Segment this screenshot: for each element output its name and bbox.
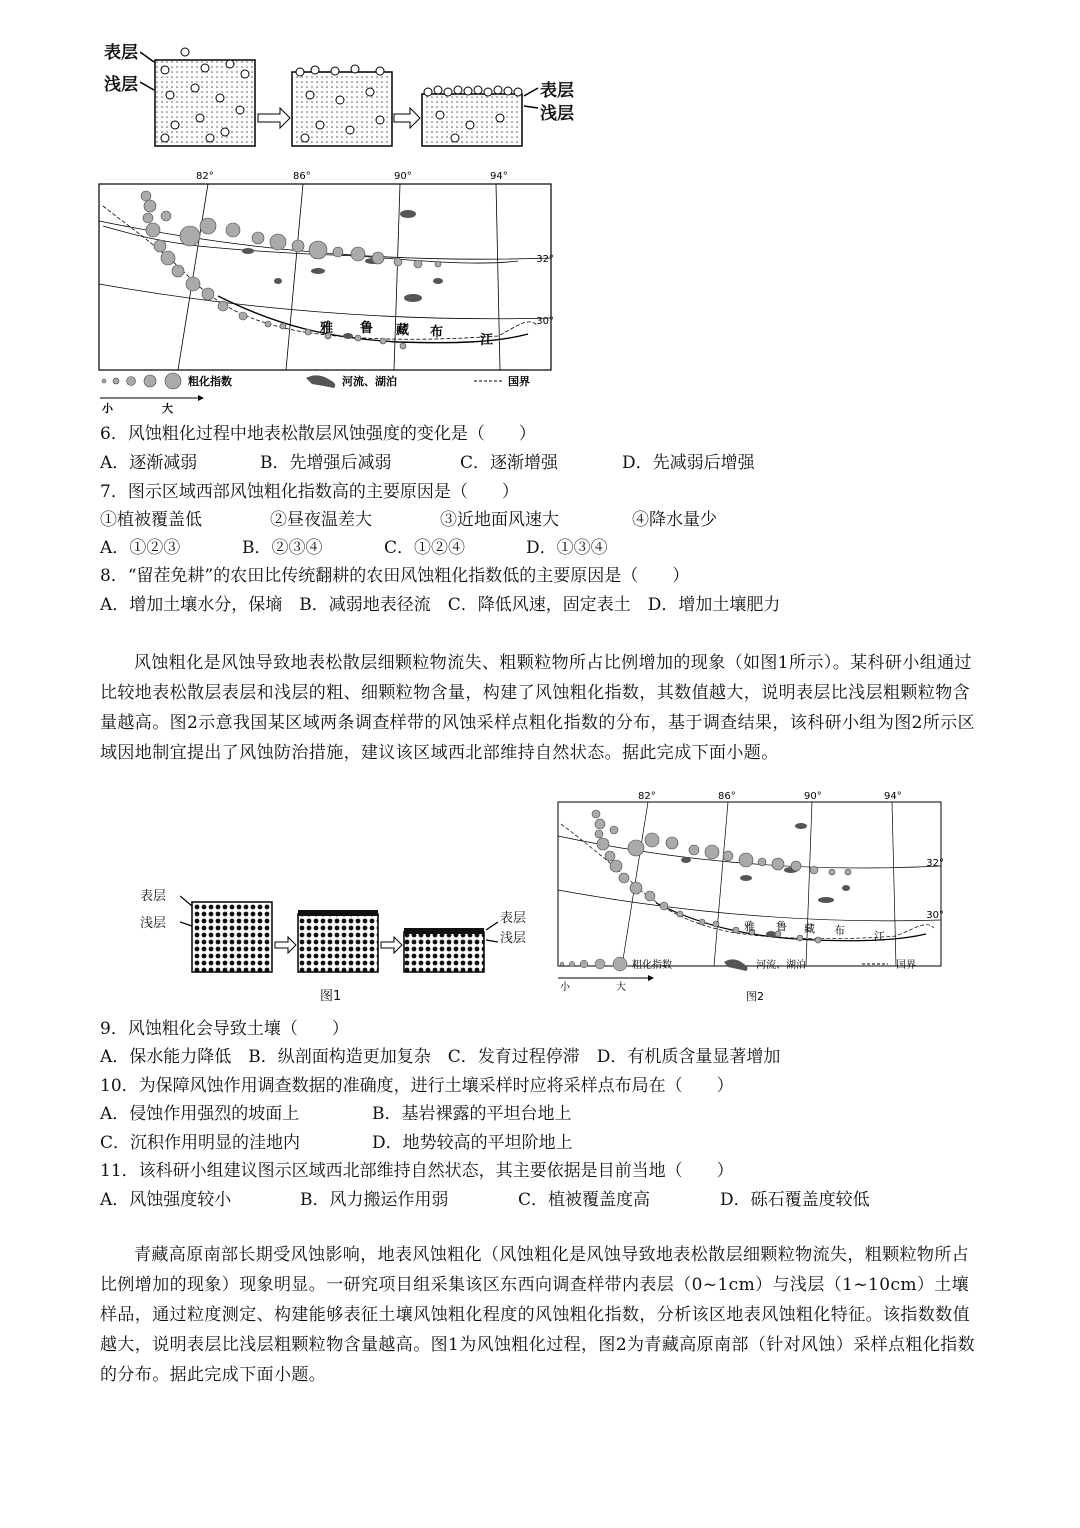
lon-label: 94° [884, 791, 902, 802]
river-label: 鲁 [776, 920, 787, 933]
river-label: 藏 [804, 922, 815, 935]
river-label: 江 [480, 333, 494, 348]
q8-stem: 8．“留茬免耕”的农田比传统翻耕的农田风蚀粗化指数低的主要原因是（ ） [100, 566, 690, 586]
fig1-label-shallow: 浅层 [140, 916, 167, 931]
sampling-map-top [98, 166, 554, 414]
river-label: 鲁 [360, 321, 374, 336]
lat-label: 32° [926, 858, 944, 869]
river-label: 江 [874, 930, 885, 943]
map-legend [100, 373, 530, 414]
label-shallow-layer: 浅层 [104, 75, 138, 95]
q7-item-1: ①植被覆盖低 [100, 510, 202, 530]
fig1-caption: 图1 [320, 989, 342, 1004]
q9-options[interactable]: A．保水能力降低 B．纵剖面构造更加复杂 C．发育过程停滞 D．有机质含量显著增加 [100, 1047, 781, 1067]
fig1-label-surface: 表层 [140, 889, 167, 904]
q7-option-d[interactable]: D．①③④ [526, 538, 608, 558]
legend-large: 大 [616, 982, 626, 993]
legend-river-label: 河流、湖泊 [342, 375, 397, 388]
fig2-caption: 图2 [746, 990, 764, 1003]
q11-option-a[interactable]: A．风蚀强度较小 [100, 1190, 232, 1210]
q11-option-b[interactable]: B．风力搬运作用弱 [300, 1190, 449, 1210]
q10-option-b[interactable]: B．基岩裸露的平坦台地上 [372, 1104, 572, 1124]
lon-label: 90° [394, 171, 412, 182]
q6-stem: 6．风蚀粗化过程中地表松散层风蚀强度的变化是（ ） [100, 424, 536, 444]
q11-option-c[interactable]: C．植被覆盖度高 [518, 1190, 651, 1210]
river-label: 雅 [744, 920, 755, 933]
q10-option-d[interactable]: D．地势较高的平坦阶地上 [372, 1133, 573, 1153]
river-label: 布 [430, 325, 444, 340]
q7-option-b[interactable]: B．②③④ [242, 538, 323, 558]
river-label: 藏 [396, 323, 410, 338]
q8-options[interactable]: A．增加土壤水分，保墒 B．减弱地表径流 C．降低风速，固定表土 D．增加土壤肥力 [100, 595, 781, 615]
q10-stem: 10．为保障风蚀作用调查数据的准确度，进行土壤采样时应将采样点布局在（ ） [100, 1076, 734, 1096]
lat-label: 30° [536, 316, 554, 327]
q6-option-b[interactable]: B．先增强后减弱 [260, 453, 392, 473]
q7-option-a[interactable]: A．①②③ [100, 538, 181, 558]
legend-index-label: 粗化指数 [632, 960, 672, 971]
lon-label: 94° [490, 171, 508, 182]
lat-label: 30° [926, 910, 944, 921]
fig1-coarsening-diagram [180, 890, 500, 974]
q10-option-c[interactable]: C．沉积作用明显的洼地内 [100, 1133, 301, 1153]
legend-small: 小 [102, 402, 113, 414]
lon-label: 86° [293, 171, 311, 182]
fig2-sampling-map [556, 788, 946, 1010]
label-surface-layer-right: 表层 [540, 81, 574, 101]
label-surface-layer: 表层 [104, 43, 138, 63]
lon-label: 82° [196, 171, 214, 182]
lon-label: 82° [638, 791, 656, 802]
q6-option-a[interactable]: A．逐渐减弱 [100, 453, 198, 473]
lon-label: 90° [804, 791, 822, 802]
label-shallow-layer-right: 浅层 [540, 104, 574, 124]
q6-option-d[interactable]: D．先减弱后增强 [622, 453, 755, 473]
fig1-label-shallow-right: 浅层 [500, 931, 527, 946]
q7-item-3: ③近地面风速大 [440, 510, 559, 530]
legend-large: 大 [162, 402, 173, 414]
legend-small: 小 [560, 982, 570, 993]
legend-border-label: 国界 [508, 375, 530, 388]
q6-option-c[interactable]: C．逐渐增强 [460, 453, 559, 473]
lat-label: 32° [536, 254, 554, 265]
q11-option-d[interactable]: D．砾石覆盖度较低 [720, 1190, 870, 1210]
river-label: 布 [834, 924, 845, 937]
q7-item-4: ④降水量少 [632, 510, 717, 530]
q11-stem: 11．该科研小组建议图示区域西北部维持自然状态，其主要依据是目前当地（ ） [100, 1161, 734, 1181]
legend-border-label: 国界 [896, 960, 916, 971]
q7-option-c[interactable]: C．①②④ [384, 538, 466, 558]
river-label: 雅 [320, 321, 334, 336]
legend-river-label: 河流、湖泊 [756, 960, 806, 971]
lon-label: 86° [718, 791, 736, 802]
q7-item-2: ②昼夜温差大 [270, 510, 372, 530]
passage-3: 青藏高原南部长期受风蚀影响，地表风蚀粗化（风蚀粗化是风蚀导致地表松散层细颗粒物流失，粗颗粒物所占比例增加的现象）现象明显。一研究项目组采集该区东西向调查样带内表层（0~1cm）与浅层（1~10cm）土壤样品，通过粒度测定、构建能够表征土壤风蚀粗化程度的风蚀粗化指数，分析该区地表风蚀粗化特征。该指数数值越大，说明表层比浅层粗颗粒物含量越高。图1为风蚀粗化过程，图2为青藏高原南部（针对风蚀）采样点粗化指数的分布。据此完成下面小题。 [100, 1245, 976, 1385]
q7-stem: 7．图示区域西部风蚀粗化指数高的主要原因是（ ） [100, 482, 519, 502]
q9-stem: 9．风蚀粗化会导致土壤（ ） [100, 1019, 349, 1039]
passage-2: 风蚀粗化是风蚀导致地表松散层细颗粒物流失、粗颗粒物所占比例增加的现象（如图1所示）。某科研小组通过比较地表松散层表层和浅层的粗、细颗粒物含量，构建了风蚀粗化指数，其数值越大，说明表层比浅层粗颗粒物含量越高。图2示意我国某区域两条调查样带的风蚀采样点粗化指数的分布，基于调查结果，该科研小组为图2所示区域因地制宜提出了风蚀防治措施，建议该区域西北部维持自然状态。据此完成下面小题。 [100, 653, 976, 763]
coarsening-process-diagram [140, 40, 540, 150]
q10-option-a[interactable]: A．侵蚀作用强烈的坡面上 [100, 1104, 300, 1124]
fig1-label-surface-right: 表层 [500, 911, 527, 926]
legend-index-label: 粗化指数 [188, 375, 232, 388]
